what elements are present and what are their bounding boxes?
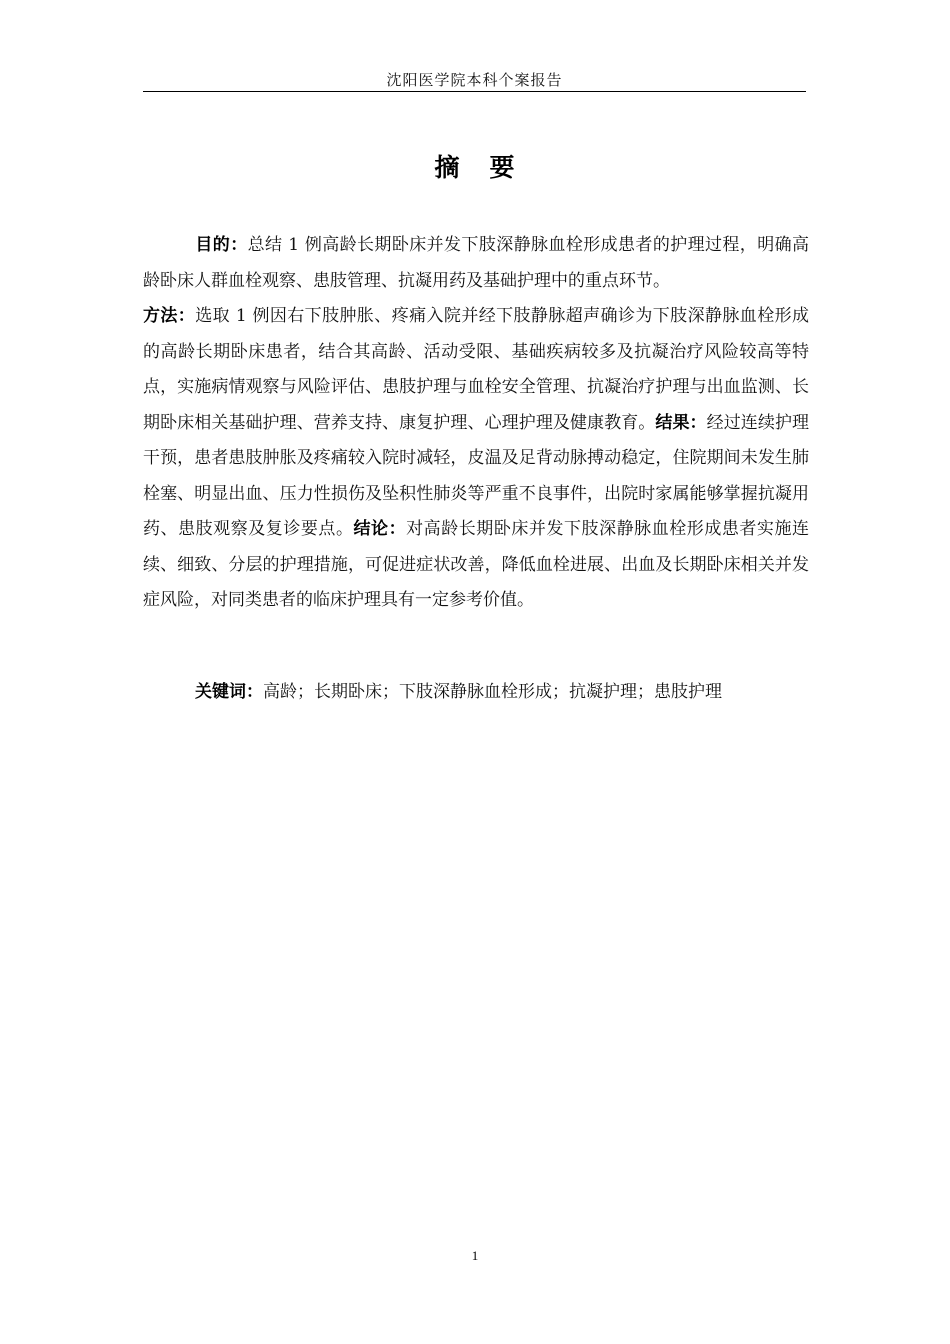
keywords-label: 关键词：	[195, 682, 263, 702]
abstract-body	[143, 228, 809, 619]
result-text: 经过连续护理干预，患者患肢肿胀及疼痛较入院时减轻，皮温及足背动脉搏动稳定，住院期间未发生肺栓塞、明显出血、压力性损伤及坠积性肺炎等严重不良事件，出院时家属能够掌握抗凝用药、患肢观察及复诊要点。	[143, 412, 810, 539]
method-text: 选取 1 例因右下肢肿胀、疼痛入院并经下肢静脉超声确诊为下肢深静脉血栓形成的高龄长期卧床患者，结合其高龄、活动受限、基础疾病较多及抗凝治疗风险较高等特点，实施病情观察与风险评估、患肢护理与血栓安全管理、抗凝治疗护理与出血监测、长期卧床相关基础护理、营养支持、康复护理、心理护理及健康教育。	[143, 306, 810, 433]
objective-label: 目的：	[195, 235, 248, 255]
conclusion-label: 结论：	[353, 519, 407, 539]
running-header: 沈阳医学院本科个案报告	[386, 71, 563, 89]
result-label: 结果：	[655, 412, 707, 433]
title-char-1: 摘	[434, 153, 460, 182]
objective-text: 总结 1 例高龄长期卧床并发下肢深静脉血栓形成患者的护理过程，明确高龄卧床人群血栓观察、患肢管理、抗凝用药及基础护理中的重点环节。	[143, 235, 810, 291]
keywords-text: 高龄；长期卧床；下肢深静脉血栓形成；抗凝护理；患肢护理	[263, 682, 722, 702]
method-label: 方法：	[143, 306, 196, 326]
conclusion-text: 对高龄长期卧床并发下肢深静脉血栓形成患者实施连续、细致、分层的护理措施，可促进症状改善，降低血栓进展、出血及长期卧床相关并发症风险，对同类患者的临床护理具有一定参考价值。	[143, 519, 810, 610]
page-title	[143, 150, 806, 186]
keywords-line	[143, 675, 809, 711]
page-number: 1	[471, 1248, 479, 1263]
header-divider	[143, 91, 806, 92]
title-char-2: 要	[489, 153, 515, 182]
